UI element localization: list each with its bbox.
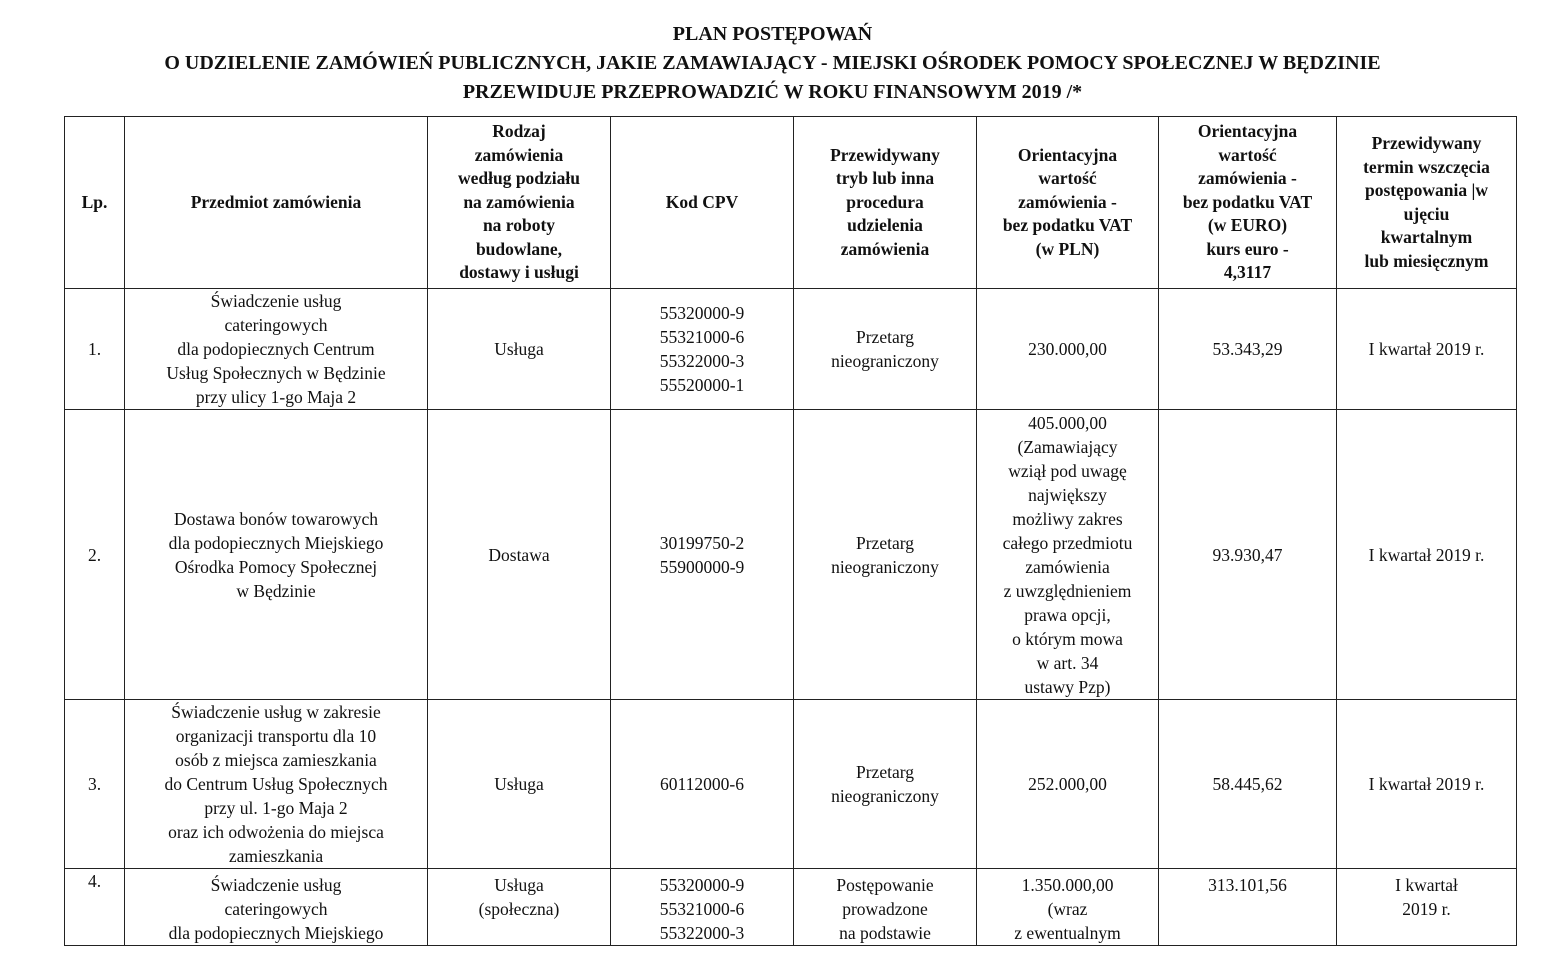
cell-przedmiot: Świadczenie usług cateringowych dla podopiecznych Centrum Usług Społecznych w Będzinie przy ulicy 1-go Maja 2 [125, 289, 428, 410]
cell-rodzaj: Dostawa [428, 410, 611, 700]
cell-wartosc-eur: 313.101,56 [1159, 869, 1337, 946]
cell-wartosc-eur: 53.343,29 [1159, 289, 1337, 410]
cell-cpv: 30199750-2 55900000-9 [611, 410, 794, 700]
header-rodzaj: Rodzaj zamówienia według podziału na zamówienia na roboty budowlane, dostawy i usługi [428, 117, 611, 289]
cell-tryb: Postępowanie prowadzone na podstawie [794, 869, 977, 946]
cell-lp: 4. [65, 869, 125, 946]
cell-rodzaj: Usługa [428, 289, 611, 410]
header-przedmiot: Przedmiot zamówienia [125, 117, 428, 289]
table-row [65, 410, 1517, 700]
cell-lp: 2. [65, 410, 125, 700]
cell-termin: I kwartał 2019 r. [1337, 410, 1517, 700]
document-title [0, 20, 1545, 107]
cell-wartosc-pln: 230.000,00 [977, 289, 1159, 410]
header-lp: Lp. [65, 117, 125, 289]
header-cpv: Kod CPV [611, 117, 794, 289]
cell-tryb: Przetarg nieograniczony [794, 410, 977, 700]
cell-termin: I kwartał 2019 r. [1337, 869, 1517, 946]
cell-termin: I kwartał 2019 r. [1337, 289, 1517, 410]
cell-termin: I kwartał 2019 r. [1337, 700, 1517, 869]
header-termin: Przewidywany termin wszczęcia postępowania |w ujęciu kwartalnym lub miesięcznym [1337, 117, 1517, 289]
cell-wartosc-pln: 252.000,00 [977, 700, 1159, 869]
cell-tryb: Przetarg nieograniczony [794, 700, 977, 869]
cell-wartosc-eur: 93.930,47 [1159, 410, 1337, 700]
cell-przedmiot: Dostawa bonów towarowych dla podopiecznych Miejskiego Ośrodka Pomocy Społecznej w Będzinie [125, 410, 428, 700]
cell-przedmiot: Świadczenie usług w zakresie organizacji transportu dla 10 osób z miejsca zamieszkania do Centrum Usług Społecznych przy ul. 1-go Maja 2 oraz ich odwożenia do miejsca zamieszkania [125, 700, 428, 869]
cell-wartosc-eur: 58.445,62 [1159, 700, 1337, 869]
header-wartosc-pln: Orientacyjna wartość zamówienia - bez podatku VAT (w PLN) [977, 117, 1159, 289]
table-row [65, 869, 1517, 946]
cell-lp: 3. [65, 700, 125, 869]
cell-cpv: 55320000-9 55321000-6 55322000-3 [611, 869, 794, 946]
cell-cpv: 60112000-6 [611, 700, 794, 869]
cell-rodzaj: Usługa [428, 700, 611, 869]
cell-przedmiot: Świadczenie usług cateringowych dla podopiecznych Miejskiego [125, 869, 428, 946]
cell-cpv: 55320000-9 55321000-6 55322000-3 55520000-1 [611, 289, 794, 410]
table-header-row [65, 117, 1517, 289]
cell-wartosc-pln: 405.000,00 (Zamawiający wziął pod uwagę największy możliwy zakres całego przedmiotu zamówienia z uwzględnieniem prawa opcji, o którym mowa w art. 34 ustawy Pzp) [977, 410, 1159, 700]
header-wartosc-eur: Orientacyjna wartość zamówienia - bez podatku VAT (w EURO) kurs euro - 4,3117 [1159, 117, 1337, 289]
table-row [65, 289, 1517, 410]
procurement-plan-table [64, 116, 1517, 946]
title-line-2: O UDZIELENIE ZAMÓWIEŃ PUBLICZNYCH, JAKIE ZAMAWIAJĄCY - MIEJSKI OŚRODEK POMOCY SPOŁECZNEJ W BĘDZINIE [164, 52, 1381, 74]
cell-lp: 1. [65, 289, 125, 410]
table-row [65, 700, 1517, 869]
cell-rodzaj: Usługa (społeczna) [428, 869, 611, 946]
header-tryb: Przewidywany tryb lub inna procedura udzielenia zamówienia [794, 117, 977, 289]
cell-tryb: Przetarg nieograniczony [794, 289, 977, 410]
title-line-1: PLAN POSTĘPOWAŃ [672, 23, 873, 45]
cell-wartosc-pln: 1.350.000,00 (wraz z ewentualnym [977, 869, 1159, 946]
title-line-3: PRZEWIDUJE PRZEPROWADZIĆ W ROKU FINANSOWYM 2019 /* [462, 81, 1083, 103]
